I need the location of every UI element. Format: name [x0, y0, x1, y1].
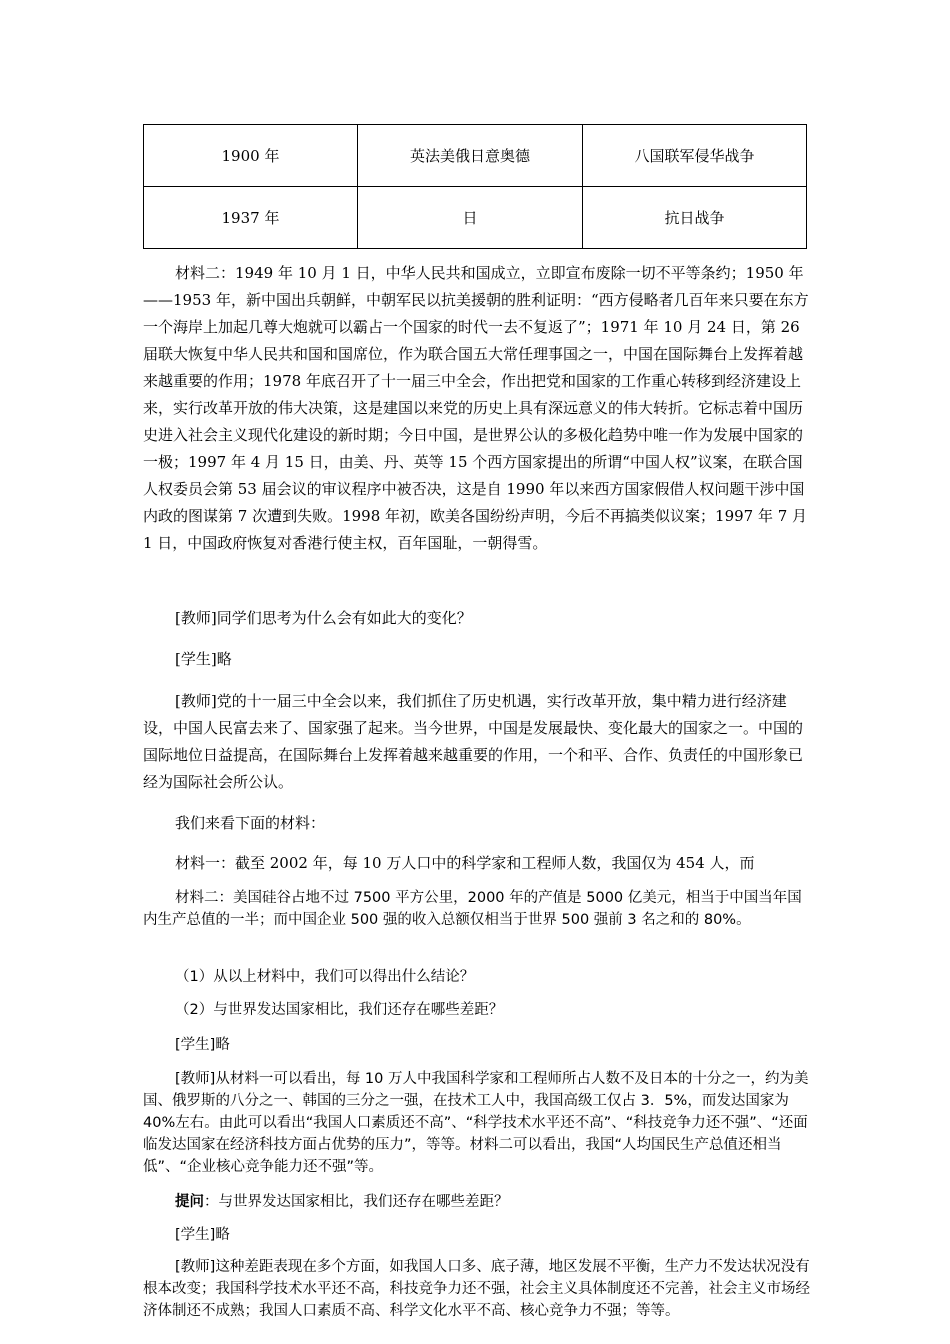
question-one: （1）从以上材料中，我们可以得出什么结论？	[175, 969, 475, 985]
table-cell: 八国联军侵华战争	[583, 125, 807, 187]
material-two-b-paragraph: 材料二：美国硅谷占地不过 7500 平方公里，2000 年的产值是 5000 亿美元，相当于中国当年国内生产总值的一半；而中国企业 500 强的收入总额仅相当于世界 500 强前 3 名之和的 80%。	[143, 890, 802, 928]
ask-text: ：与世界发达国家相比，我们还存在哪些差距？	[204, 1194, 509, 1210]
teacher-question: [教师]同学们思考为什么会有如此大的变化？	[175, 609, 472, 627]
student-reply: [学生]略	[175, 1227, 230, 1243]
teacher-explanation: [教师]党的十一届三中全会以来，我们抓住了历史机遇，实行改革开放，集中精力进行经济建设，中国人民富去来了、国家强了起来。当今世界，中国是发展最快、变化最大的国家之一。中国的国际地位日益提高，在国际舞台上发挥着越来越重要的作用，一个和平、合作、负责任的中国形象已经为国际社会所公认。	[143, 692, 804, 791]
question-two: （2）与世界发达国家相比，我们还存在哪些差距？	[175, 1002, 504, 1018]
table-cell: 日	[358, 187, 583, 249]
ask-line	[143, 1191, 813, 1213]
student-reply: [学生]略	[175, 1037, 230, 1053]
table-cell: 英法美俄日意奥德	[358, 125, 583, 187]
table-row	[144, 187, 807, 249]
table-cell: 抗日战争	[583, 187, 807, 249]
table-cell: 1900 年	[144, 125, 358, 187]
teacher-analysis: [教师]从材料一可以看出，每 10 万人中我国科学家和工程师所占人数不及日本的十分之一，约为美国、俄罗斯的八分之一、韩国的三分之一强，在技术工人中，我国高级工仅占 3．5%，而发达国家为 40%左右。由此可以看出“我国人口素质还不高”、“科学技术水平还不高”、“科技竞争力还不强”、“还面临发达国家在经济科技方面占优势的压力”，等等。材料二可以看出，我国“人均国民生产总值还相当低”、“企业核心竞争能力还不强”等。	[143, 1071, 809, 1175]
intro-line: 我们来看下面的材料：	[175, 814, 326, 832]
student-reply: [学生]略	[175, 650, 232, 668]
history-table	[143, 124, 807, 249]
teacher-conclusion: [教师]这种差距表现在多个方面，如我国人口多、底子薄，地区发展不平衡，生产力不发达状况没有根本改变；我国科学技术水平还不高，科技竞争力还不强，社会主义具体制度还不完善，社会主义市场经济体制还不成熟；我国人口素质不高、科学文化水平不高、核心竞争力不强；等等。	[143, 1259, 810, 1319]
table-cell: 1937 年	[144, 187, 358, 249]
material-one-paragraph: 材料一：截至 2002 年，每 10 万人口中的科学家和工程师人数，我国仅为 454 人，而	[175, 854, 755, 872]
ask-label: 提问	[175, 1194, 204, 1210]
table-row	[144, 125, 807, 187]
material-two-paragraph: 材料二：1949 年 10 月 1 日，中华人民共和国成立，立即宣布废除一切不平等条约；1950 年——1953 年，新中国出兵朝鲜，中朝军民以抗美援朝的胜利证明：“西方侵略者几百年来只要在东方一个海岸上加起几尊大炮就可以霸占一个国家的时代一去不复返了”；1971 年 10 月 24 日，第 26 届联大恢复中华人民共和国和国席位，作为联合国五大常任理事国之一，中国在国际舞台上发挥着越来越重要的作用；1978 年底召开了十一届三中全会，作出把党和国家的工作重心转移到经济建设上来，实行改革开放的伟大决策，这是建国以来党的历史上具有深远意义的伟大转折。它标志着中国历史进入社会主义现代化建设的新时期；今日中国，是世界公认的多极化趋势中唯一作为发展中国家的一极；1997 年 4 月 15 日，由美、丹、英等 15 个西方国家提出的所谓“中国人权”议案，在联合国人权委员会第 53 届会议的审议程序中被否决，这是自 1990 年以来西方国家假借人权问题干涉中国内政的图谋第 7 次遭到失败。1998 年初，欧美各国纷纷声明，今后不再搞类似议案；1997 年 7 月 1 日，中国政府恢复对香港行使主权，百年国耻，一朝得雪。	[143, 264, 809, 552]
